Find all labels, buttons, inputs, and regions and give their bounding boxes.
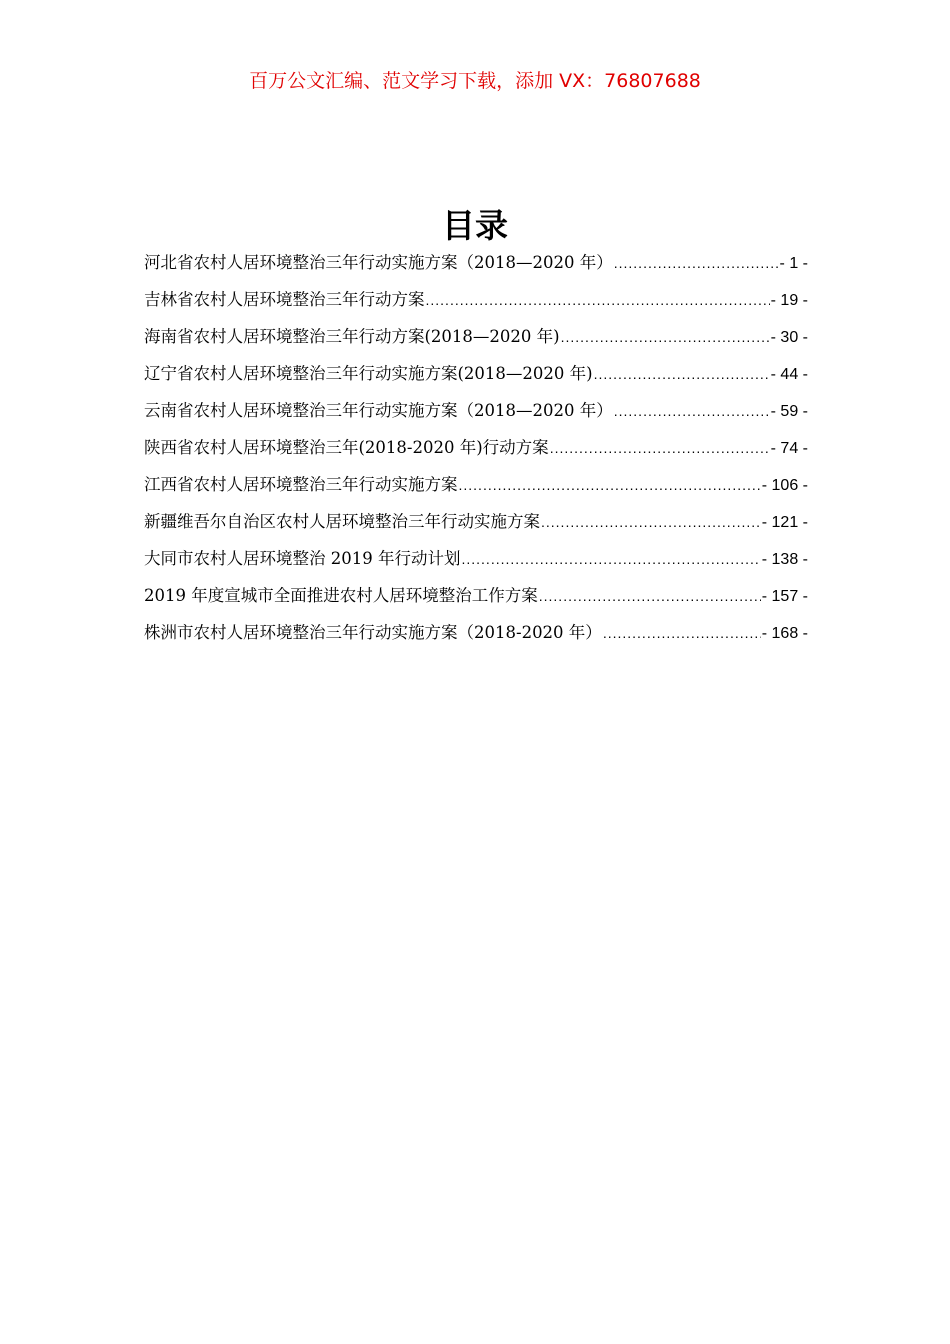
toc-entry[interactable] xyxy=(144,508,808,545)
toc-entry-title: 大同市农村人居环境整治 2019 年行动计划 xyxy=(144,549,461,568)
toc-leader xyxy=(614,403,770,419)
toc-entry-page: - 59 - xyxy=(770,403,808,420)
toc-entry-title: 株洲市农村人居环境整治三年行动实施方案（2018-2020 年） xyxy=(144,623,602,642)
toc-entry[interactable] xyxy=(144,249,808,286)
toc-entry[interactable] xyxy=(144,397,808,434)
toc-entry-title: 辽宁省农村人居环境整治三年行动实施方案(2018—2020 年) xyxy=(144,364,593,383)
toc-entry-page: - 157 - xyxy=(761,588,808,605)
toc-leader xyxy=(461,551,760,567)
toc-leader xyxy=(550,440,770,456)
toc-entry[interactable] xyxy=(144,582,808,619)
toc-entry-title: 河北省农村人居环境整治三年行动实施方案（2018—2020 年） xyxy=(144,253,613,272)
toc-entry-page: - 138 - xyxy=(761,551,808,568)
toc-entry-title: 江西省农村人居环境整治三年行动实施方案 xyxy=(144,475,458,494)
toc-leader xyxy=(459,477,761,493)
toc-entry[interactable] xyxy=(144,286,808,323)
toc-entry-page: - 1 - xyxy=(779,255,808,272)
toc-leader xyxy=(539,588,761,604)
toc-entry-page: - 19 - xyxy=(770,292,808,309)
toc-leader xyxy=(603,625,761,641)
toc-leader xyxy=(594,366,770,382)
toc-leader xyxy=(561,329,770,345)
toc-entry[interactable] xyxy=(144,471,808,508)
toc-entry-page: - 106 - xyxy=(761,477,808,494)
toc-entry[interactable] xyxy=(144,323,808,360)
toc-entry-title: 海南省农村人居环境整治三年行动方案(2018—2020 年) xyxy=(144,327,560,346)
toc-leader xyxy=(426,292,770,308)
toc-entry-page: - 168 - xyxy=(761,625,808,642)
toc-entry-page: - 44 - xyxy=(770,366,808,383)
toc-entry-page: - 30 - xyxy=(770,329,808,346)
toc-entry-title: 云南省农村人居环境整治三年行动实施方案（2018—2020 年） xyxy=(144,401,613,420)
toc-title: 目录 xyxy=(442,206,508,245)
toc-leader xyxy=(541,514,761,530)
header-banner: 百万公文汇编、范文学习下载，添加 VX：76807688 xyxy=(249,70,701,92)
toc-list xyxy=(144,249,808,656)
toc-leader xyxy=(614,255,779,271)
toc-entry-title: 2019 年度宣城市全面推进农村人居环境整治工作方案 xyxy=(144,586,538,605)
toc-entry-title: 新疆维吾尔自治区农村人居环境整治三年行动实施方案 xyxy=(144,512,540,531)
toc-entry-page: - 74 - xyxy=(770,440,808,457)
toc-entry[interactable] xyxy=(144,619,808,656)
toc-entry[interactable] xyxy=(144,360,808,397)
toc-entry[interactable] xyxy=(144,545,808,582)
toc-entry-title: 陕西省农村人居环境整治三年(2018-2020 年)行动方案 xyxy=(144,438,549,457)
toc-entry[interactable] xyxy=(144,434,808,471)
toc-entry-page: - 121 - xyxy=(761,514,808,531)
toc-entry-title: 吉林省农村人居环境整治三年行动方案 xyxy=(144,290,425,309)
